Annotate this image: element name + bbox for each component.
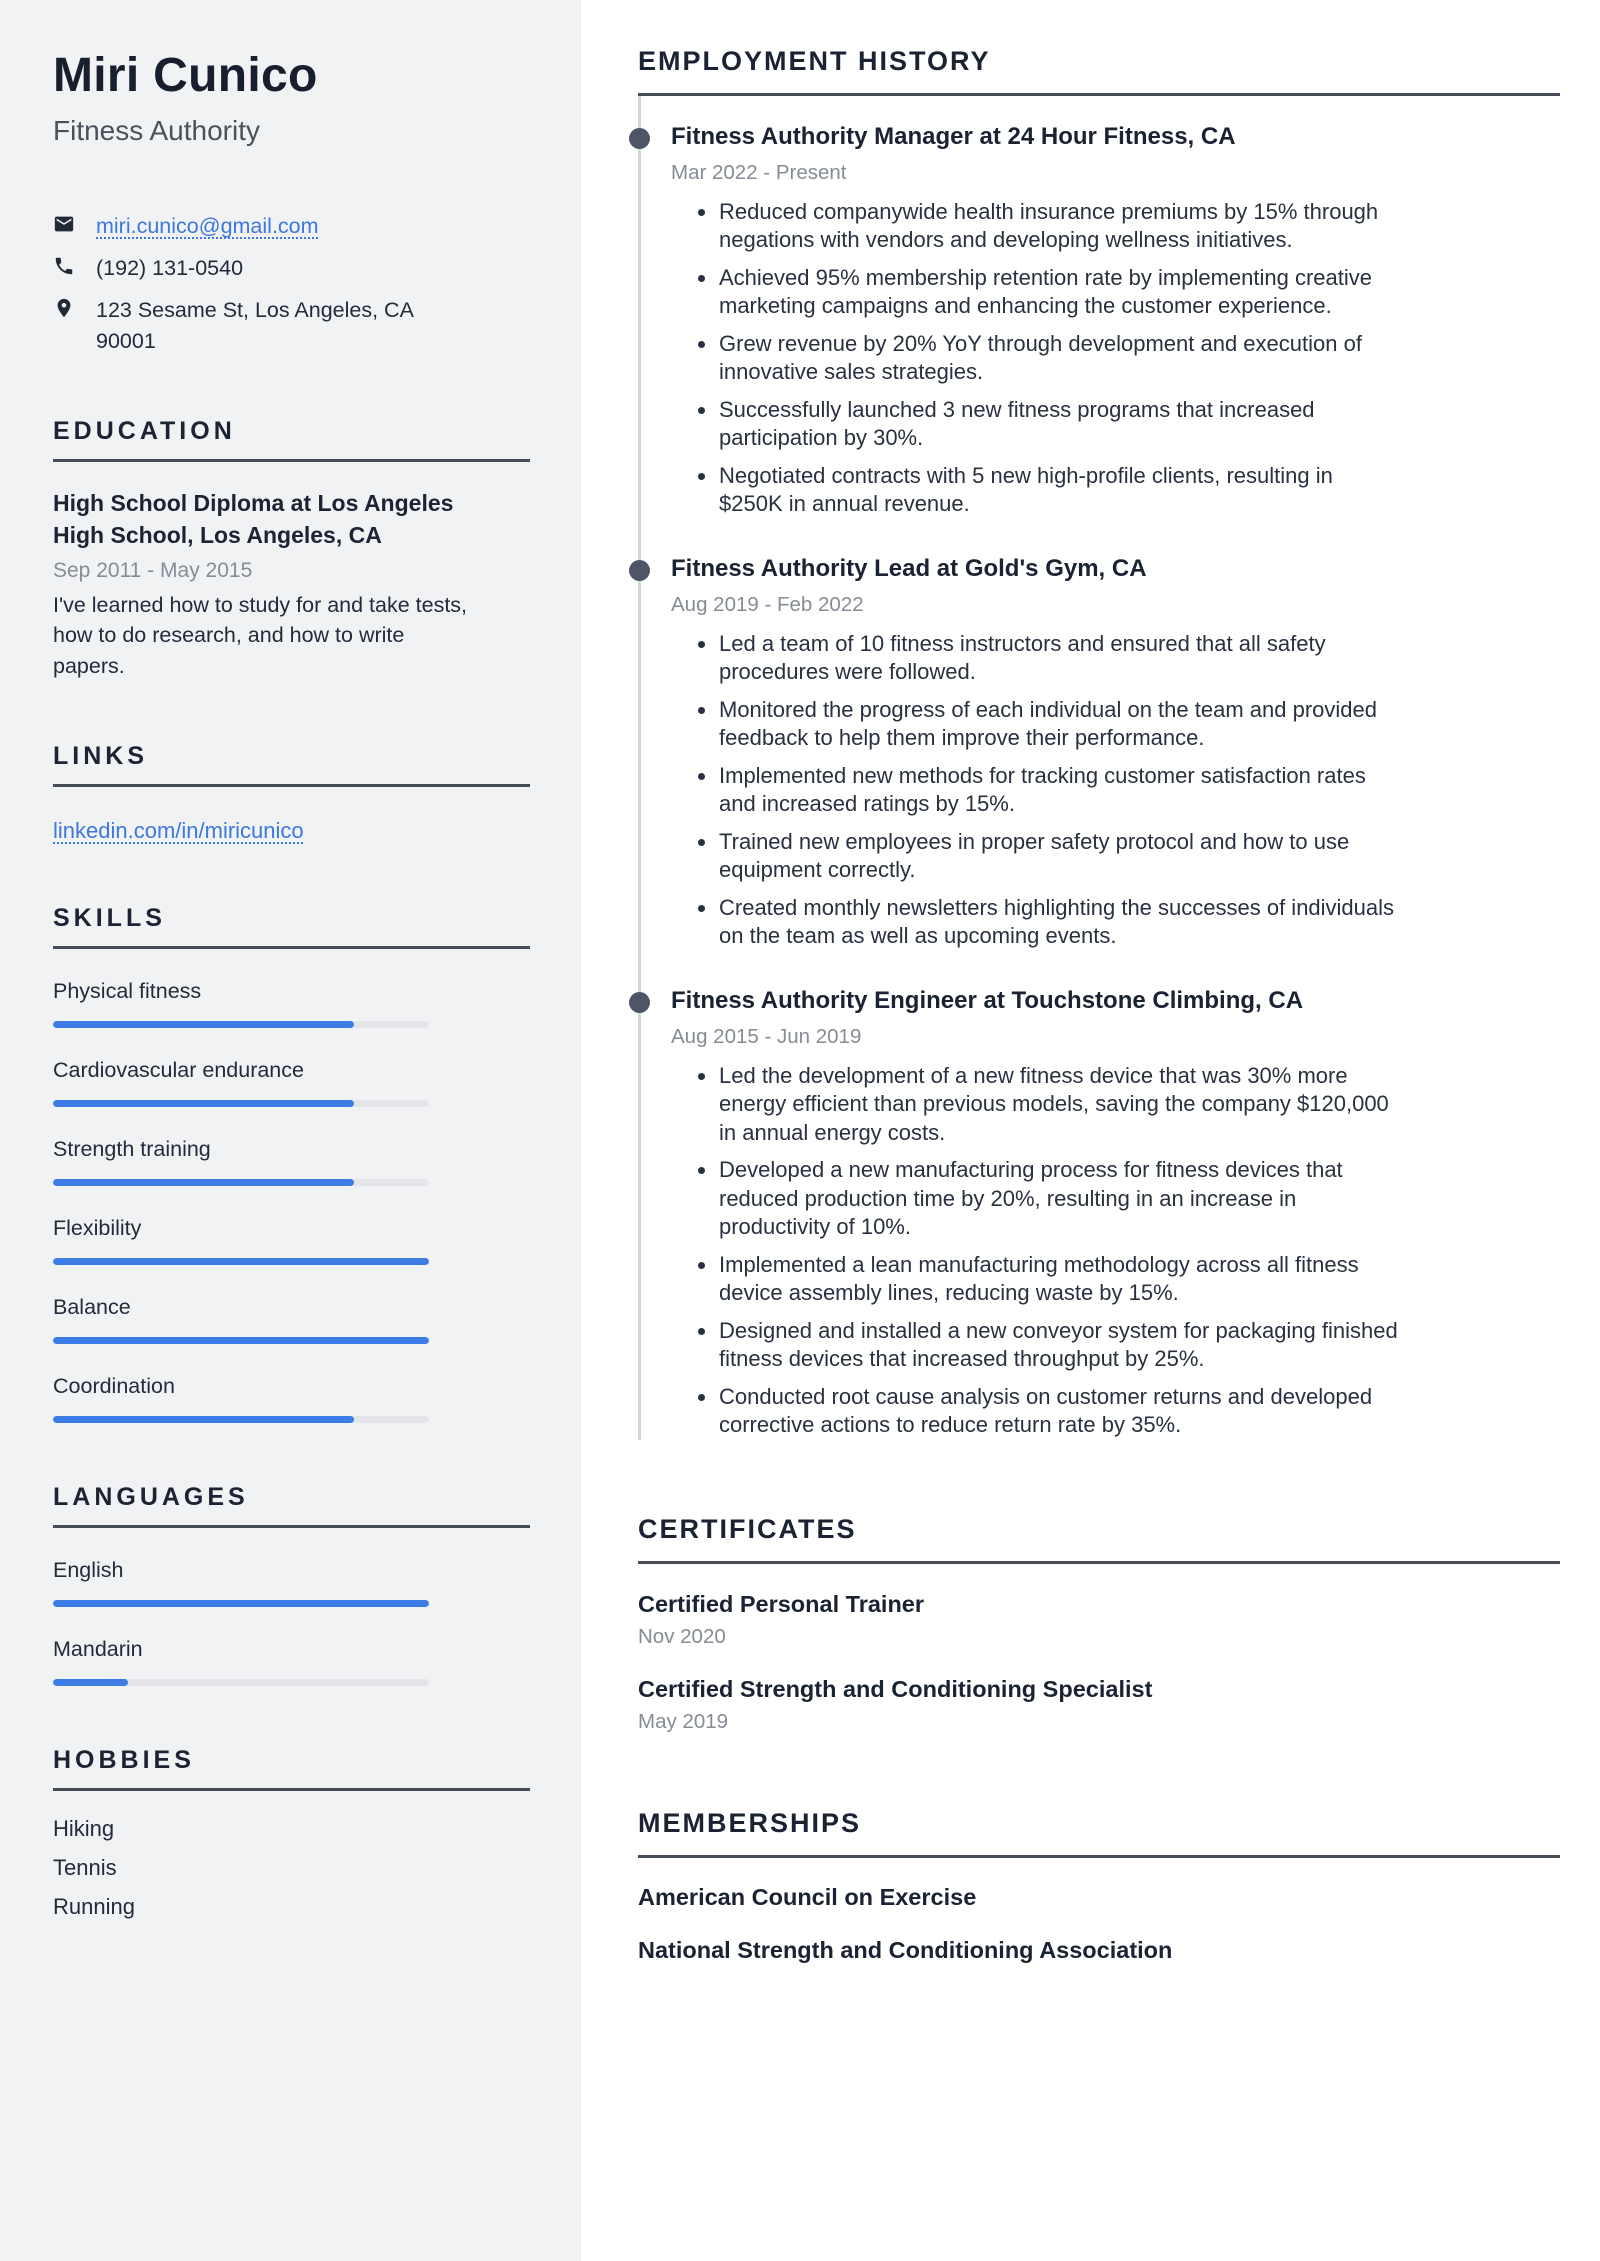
job-bullet: • Achieved 95% membership retention rate by implementing creative marketing campaigns and enhancing the customer experience.: [718, 264, 1401, 321]
employment-history-heading: EMPLOYMENT HISTORY: [638, 46, 1560, 96]
certificate-item: [638, 1676, 1560, 1734]
skill-item: [53, 1637, 530, 1686]
skill-label: English: [53, 1557, 124, 1582]
job-bullet: • Created monthly newsletters highlighting the successes of individuals on the team as well as upcoming events.: [718, 894, 1401, 951]
languages-section: [53, 1483, 530, 1686]
hobby-item: Hiking: [53, 1815, 115, 1841]
skill-bar-fill: [53, 1600, 429, 1607]
job-bullet: • Developed a new manufacturing process for fitness devices that reduced production time by 20%, resulting in an increase in productivity of 10%.: [718, 1156, 1401, 1241]
skill-bar-fill: [53, 1679, 128, 1686]
hobbies-list: [53, 1816, 530, 1920]
skill-item: [53, 1295, 530, 1344]
skill-item: [53, 979, 530, 1028]
job-entry: [641, 528, 1560, 951]
email-link[interactable]: miri.cunico@gmail.com: [96, 213, 319, 238]
job-bullet: • Successfully launched 3 new fitness programs that increased participation by 30%.: [718, 396, 1401, 453]
main-column: [638, 0, 1560, 1964]
memberships-section: [638, 1808, 1560, 1964]
job-bullet-list: [671, 630, 1401, 951]
job-bullet: • Grew revenue by 20% YoY through development and execution of innovative sales strategies.: [718, 330, 1401, 387]
certificate-date: May 2019: [638, 1709, 729, 1733]
job-title: Fitness Authority Lead at Gold's Gym, CA: [671, 554, 1147, 582]
employment-timeline: [638, 96, 1560, 1440]
skills-list: [53, 979, 530, 1423]
job-bullet-list: [671, 198, 1401, 519]
skill-bar-fill: [53, 1416, 354, 1423]
skill-bar-fill: [53, 1179, 354, 1186]
candidate-name: Miri Cunico: [53, 49, 318, 102]
job-dates: Aug 2019 - Feb 2022: [671, 592, 864, 616]
certificate-name: Certified Strength and Conditioning Specialist: [638, 1675, 1153, 1702]
job-bullet: • Led the development of a new fitness device that was 30% more energy efficient than previous models, saving the company $120,000 in annual energy costs.: [718, 1062, 1401, 1147]
skill-bar-track: [53, 1179, 429, 1186]
certificate-date: Nov 2020: [638, 1624, 726, 1648]
skill-bar-track: [53, 1416, 429, 1423]
certificates-section: [638, 1514, 1560, 1734]
skill-label: Balance: [53, 1294, 131, 1319]
location-pin-icon: [53, 297, 75, 319]
contact-email-row: [53, 211, 530, 242]
languages-list: [53, 1558, 530, 1686]
skill-bar-track: [53, 1021, 429, 1028]
skill-label: Flexibility: [53, 1215, 142, 1240]
memberships-heading: MEMBERSHIPS: [638, 1808, 1560, 1858]
memberships-list: [638, 1884, 1560, 1964]
contact-address-row: [53, 295, 530, 357]
candidate-job-title: Fitness Authority: [53, 114, 260, 146]
skill-label: Mandarin: [53, 1636, 143, 1661]
certificate-item: [638, 1591, 1560, 1649]
job-title: Fitness Authority Engineer at Touchstone Climbing, CA: [671, 986, 1304, 1014]
skills-heading: SKILLS: [53, 904, 530, 949]
phone-number: (192) 131-0540: [96, 255, 244, 280]
address-line-2: 90001: [96, 329, 156, 354]
membership-item: American Council on Exercise: [638, 1883, 977, 1910]
skill-label: Strength training: [53, 1136, 211, 1161]
mail-icon: [53, 213, 75, 235]
job-entry: [641, 960, 1560, 1440]
certificates-list: [638, 1591, 1560, 1734]
certificates-heading: CERTIFICATES: [638, 1514, 1560, 1564]
membership-item: National Strength and Conditioning Association: [638, 1936, 1173, 1963]
skill-label: Physical fitness: [53, 978, 202, 1003]
job-bullet: • Designed and installed a new conveyor system for packaging finished fitness devices that increased throughput by 25%.: [718, 1317, 1401, 1374]
links-section: [53, 742, 530, 844]
hobbies-section: [53, 1746, 530, 1920]
skill-bar-track: [53, 1258, 429, 1265]
skill-item: [53, 1374, 530, 1423]
job-bullet: • Monitored the progress of each individual on the team and provided feedback to help them improve their performance.: [718, 696, 1401, 753]
skill-bar-fill: [53, 1337, 429, 1344]
address: [96, 295, 414, 357]
job-bullet: • Trained new employees in proper safety protocol and how to use equipment correctly.: [718, 828, 1401, 885]
hobby-item: Tennis: [53, 1854, 117, 1880]
education-dates: Sep 2011 - May 2015: [53, 558, 253, 582]
skill-bar-track: [53, 1679, 429, 1686]
skill-bar-fill: [53, 1258, 429, 1265]
skill-bar-fill: [53, 1021, 354, 1028]
job-entry: [641, 96, 1560, 519]
skill-label: Coordination: [53, 1373, 175, 1398]
link-item: [53, 818, 530, 844]
skills-section: [53, 904, 530, 1423]
job-bullet: • Reduced companywide health insurance premiums by 15% through negations with vendors and developing wellness initiatives.: [718, 198, 1401, 255]
education-degree: High School Diploma at Los Angeles High School, Los Angeles, CA: [53, 490, 454, 549]
job-bullet: • Conducted root cause analysis on customer returns and developed corrective actions to reduce return rate by 35%.: [718, 1383, 1401, 1440]
skill-item: [53, 1558, 530, 1607]
job-bullet-list: [671, 1062, 1401, 1440]
job-dates: Mar 2022 - Present: [671, 161, 847, 184]
job-bullet: • Led a team of 10 fitness instructors and ensured that all safety procedures were followed.: [718, 630, 1401, 687]
phone-icon: [53, 255, 75, 277]
address-line-1: 123 Sesame St, Los Angeles, CA: [96, 298, 414, 323]
education-heading: EDUCATION: [53, 417, 530, 462]
hobbies-heading: HOBBIES: [53, 1746, 530, 1791]
skill-item: [53, 1216, 530, 1265]
skill-bar-track: [53, 1100, 429, 1107]
job-dates: Aug 2015 - Jun 2019: [671, 1024, 862, 1048]
skill-bar-track: [53, 1337, 429, 1344]
job-title: Fitness Authority Manager at 24 Hour Fitness, CA: [671, 123, 1236, 150]
job-bullet: • Negotiated contracts with 5 new high-profile clients, resulting in $250K in annual revenue.: [718, 462, 1401, 519]
job-bullet: • Implemented a lean manufacturing methodology across all fitness device assembly lines, reducing waste by 15%.: [718, 1251, 1401, 1308]
contact-block: [53, 211, 530, 358]
education-section: [53, 417, 530, 681]
skill-bar-track: [53, 1600, 429, 1607]
skill-item: [53, 1137, 530, 1186]
skill-bar-fill: [53, 1100, 354, 1107]
certificate-name: Certified Personal Trainer: [638, 1590, 925, 1617]
skill-item: [53, 1058, 530, 1107]
skill-label: Cardiovascular endurance: [53, 1057, 304, 1082]
languages-heading: LANGUAGES: [53, 1483, 530, 1528]
job-bullet: • Implemented new methods for tracking customer satisfaction rates and increased ratings by 15%.: [718, 762, 1401, 819]
linkedin-link[interactable]: linkedin.com/in/miricunico: [53, 817, 304, 843]
hobby-item: Running: [53, 1893, 135, 1919]
education-description: I've learned how to study for and take tests, how to do research, and how to write papers.: [53, 592, 468, 678]
links-heading: LINKS: [53, 742, 530, 787]
contact-phone-row: [53, 253, 530, 284]
sidebar: [0, 0, 581, 2261]
